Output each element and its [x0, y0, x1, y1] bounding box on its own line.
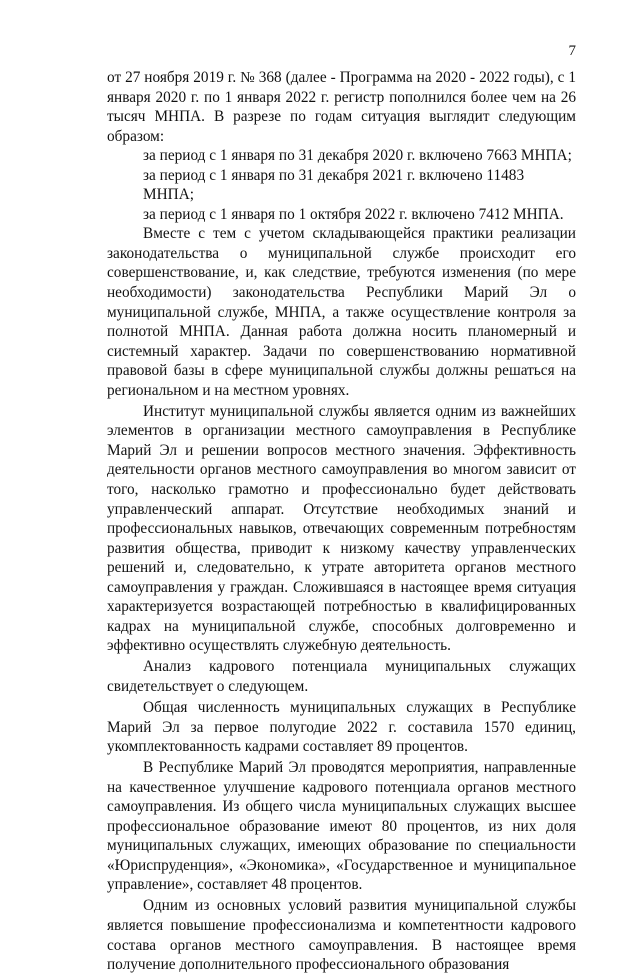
document-body — [107, 68, 576, 975]
paragraph-analysis: Анализ кадрового потенциала муниципальных служащих свидетельствует о следующем. — [107, 658, 576, 695]
paragraph-headcount: Общая численность муниципальных служащих в Республике Марий Эл за первое полугодие 2022 г. составила 1570 единиц, укомплектованность кадрами составляет 89 процентов. — [107, 699, 576, 756]
paragraph-legislation: Вместе с тем с учетом складывающейся практики реализации законодательства о муниципальной службе происходит его совершенствование, и, как следствие, требуются изменения (по мере необходимости) законодательства Республики Марий Эл о муниципальной службе, МНПА, а также осуществление контроля за полнотой МНПА. Данная работа должна носить планомерный и системный характер. Задачи по совершенствованию нормативной правовой базы в сфере муниципальной службы должны решаться на региональном и на местном уровнях. — [107, 225, 576, 399]
paragraph-professionalism: Одним из основных условий развития муниципальной службы является повышение профессионализма и компетентности кадрового состава органов местного самоуправления. В настоящее время получение дополнительного профессионального образования — [107, 897, 576, 974]
paragraph-program-intro: от 27 ноября 2019 г. № 368 (далее - Программа на 2020 - 2022 годы), с 1 января 2020 г. по 1 января 2022 г. регистр пополнился более чем на 26 тысяч МНПА. В разрезе по годам ситуация выглядит следующим образом: — [107, 69, 576, 145]
list-item-2022: за период с 1 января по 1 октября 2022 г. включено 7412 МНПА. — [143, 205, 564, 223]
paragraph-institute: Институт муниципальной службы является одним из важнейших элементов в организации местного самоуправления в Республике Марий Эл и решении вопросов местного значения. Эффективность деятельности органов местного самоуправления во многом зависит от того, насколько грамотно и профессионально будет действовать управленческий аппарат. Отсутствие необходимых знаний и профессиональных навыков, отвечающих современным потребностям развития общества, приводит к низкому качеству управленческих решений и, следовательно, к утрате авторитета органов местного самоуправления у граждан. Сложившаяся в настоящее время ситуация характеризуется возрастающей потребностью в квалифицированных кадрах на муниципальной службе, способных долговременно и эффективно осуществлять служебную деятельность. — [107, 402, 576, 655]
list-item-2020: за период с 1 января по 31 декабря 2020 г. включено 7663 МНПА; — [143, 147, 572, 165]
page-number: 7 — [568, 43, 576, 59]
list-item-2021: за период с 1 января по 31 декабря 2021 г. включено 11483 МНПА; — [143, 166, 525, 204]
paragraph-measures: В Республике Марий Эл проводятся мероприятия, направленные на качественное улучшение кадрового потенциала органов местного самоуправления. Из общего числа муниципальных служащих высшее профессиональное образование имеют 80 процентов, из них доля муниципальных служащих, имеющих образование по специальности «Юриспруденция», «Экономика», «Государственное и муниципальное управление», составляет 48 процентов. — [107, 759, 576, 894]
